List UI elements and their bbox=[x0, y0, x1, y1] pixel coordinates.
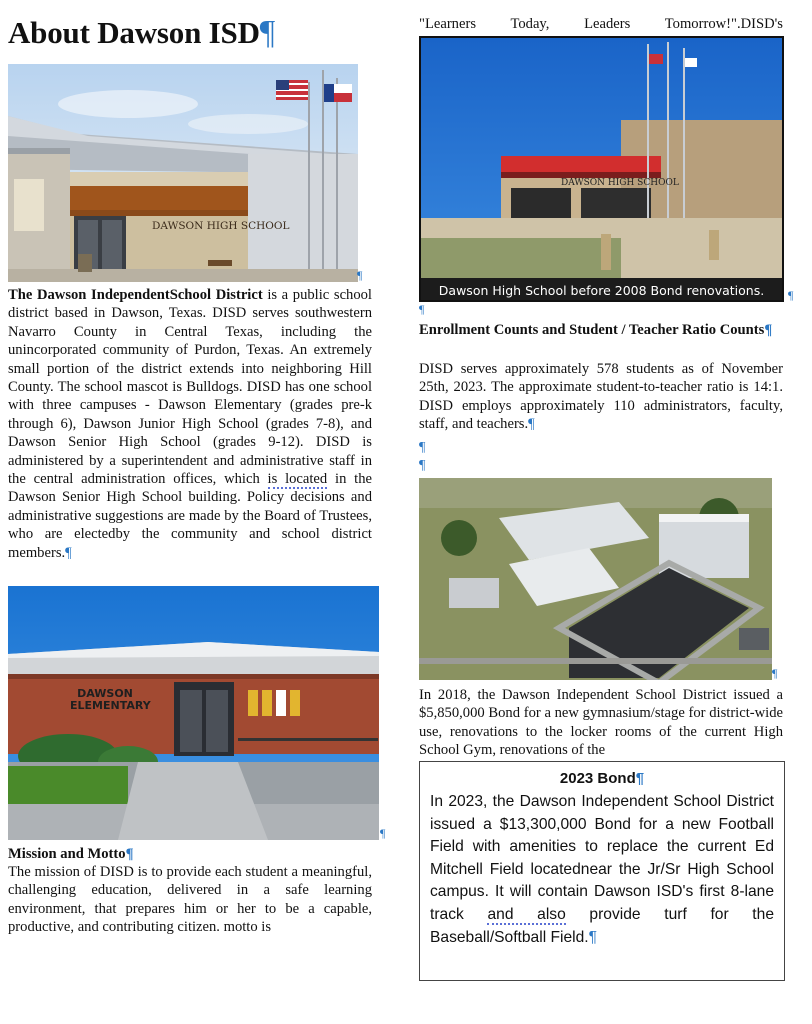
dawson-elementary-photo bbox=[8, 586, 379, 840]
high-school-sign: DAWSON HIGH SCHOOL bbox=[561, 178, 679, 188]
motto-line: "Learners Today, Leaders Tomorrow!".DISD's bbox=[419, 16, 783, 32]
bond-2023-text: In 2023, the Dawson Independent School District issued a $13,300,000 Bond for a new Football Field with amenities to replace the current Ed Mitchell Field locatednear the Jr/Sr High School campus. It will contain Dawson ISD's first 8-lane track and also provide turf for the Baseball/Softball Field.¶ bbox=[430, 793, 774, 946]
elementary-sign: DAWSON ELEMENTARY bbox=[70, 687, 151, 712]
bond-2018-paragraph: In 2018, the Dawson Independent School District issued a $5,850,000 Bond for a new gymnasium/stage for district-wide use, renovations to the locker rooms of the current High School Gym, renovations of the bbox=[419, 687, 783, 759]
intro-paragraph: The Dawson IndependentSchool District is a public school district based in Dawson, Texas. DISD serves southwestern Navarro County in Central Texas, including the unincorporated community of Purdon, Texas. An extremely small portion of the district extends into neighboring Hill County. The school mascot is Bulldogs. DISD has one school with three campuses - Dawson Elementary (grades pre-k through 6), Dawson Junior High School (grades 7-8), and Dawson Senior High School (grades 9-12). DISD is administered by a superintendent and administrative staff in the central administration offices, which is located in the Dawson Senior High School building. Policy decisions and administrative suggestions are made by the Board of Trustees, who are electedby the community and school district members.¶ bbox=[8, 287, 372, 561]
enrollment-heading: Enrollment Counts and Student / Teacher Ratio Counts¶ bbox=[419, 322, 773, 338]
photo-caption: Dawson High School before 2008 Bond renovations. bbox=[421, 282, 782, 300]
paragraph-mark: ¶ bbox=[772, 666, 778, 680]
paragraph-mark: ¶ bbox=[419, 458, 426, 473]
enrollment-paragraph: DISD serves approximately 578 students as of November 25th, 2023. The approximate student-to-teacher ratio is 14:1. DISD employs approximately 110 administrators, faculty, staff, and teachers.¶ bbox=[419, 361, 783, 433]
dawson-high-school-photo bbox=[8, 64, 358, 282]
high-school-before-renovation-photo bbox=[419, 36, 784, 302]
high-school-sign: DAWSON HIGH SCHOOL bbox=[152, 220, 290, 232]
paragraph-mark: ¶ bbox=[419, 440, 426, 455]
paragraph-mark: ¶ bbox=[357, 268, 363, 282]
page-title: About Dawson ISD¶ bbox=[8, 14, 275, 51]
bond-2023-title: 2023 Bond¶ bbox=[559, 770, 645, 787]
paragraph-mark: ¶ bbox=[380, 826, 386, 840]
aerial-campus-photo bbox=[419, 478, 772, 680]
mission-paragraph: The mission of DISD is to provide each student a meaningful, challenging education, delivered in a safe learning environment, that prepares him or her to be a capable, productive, and contributing citizen. motto is bbox=[8, 864, 372, 936]
bond-2023-box bbox=[419, 761, 785, 981]
mission-heading: Mission and Motto¶ bbox=[8, 846, 134, 862]
paragraph-mark: ¶ bbox=[419, 302, 425, 316]
paragraph-mark: ¶ bbox=[788, 288, 794, 302]
